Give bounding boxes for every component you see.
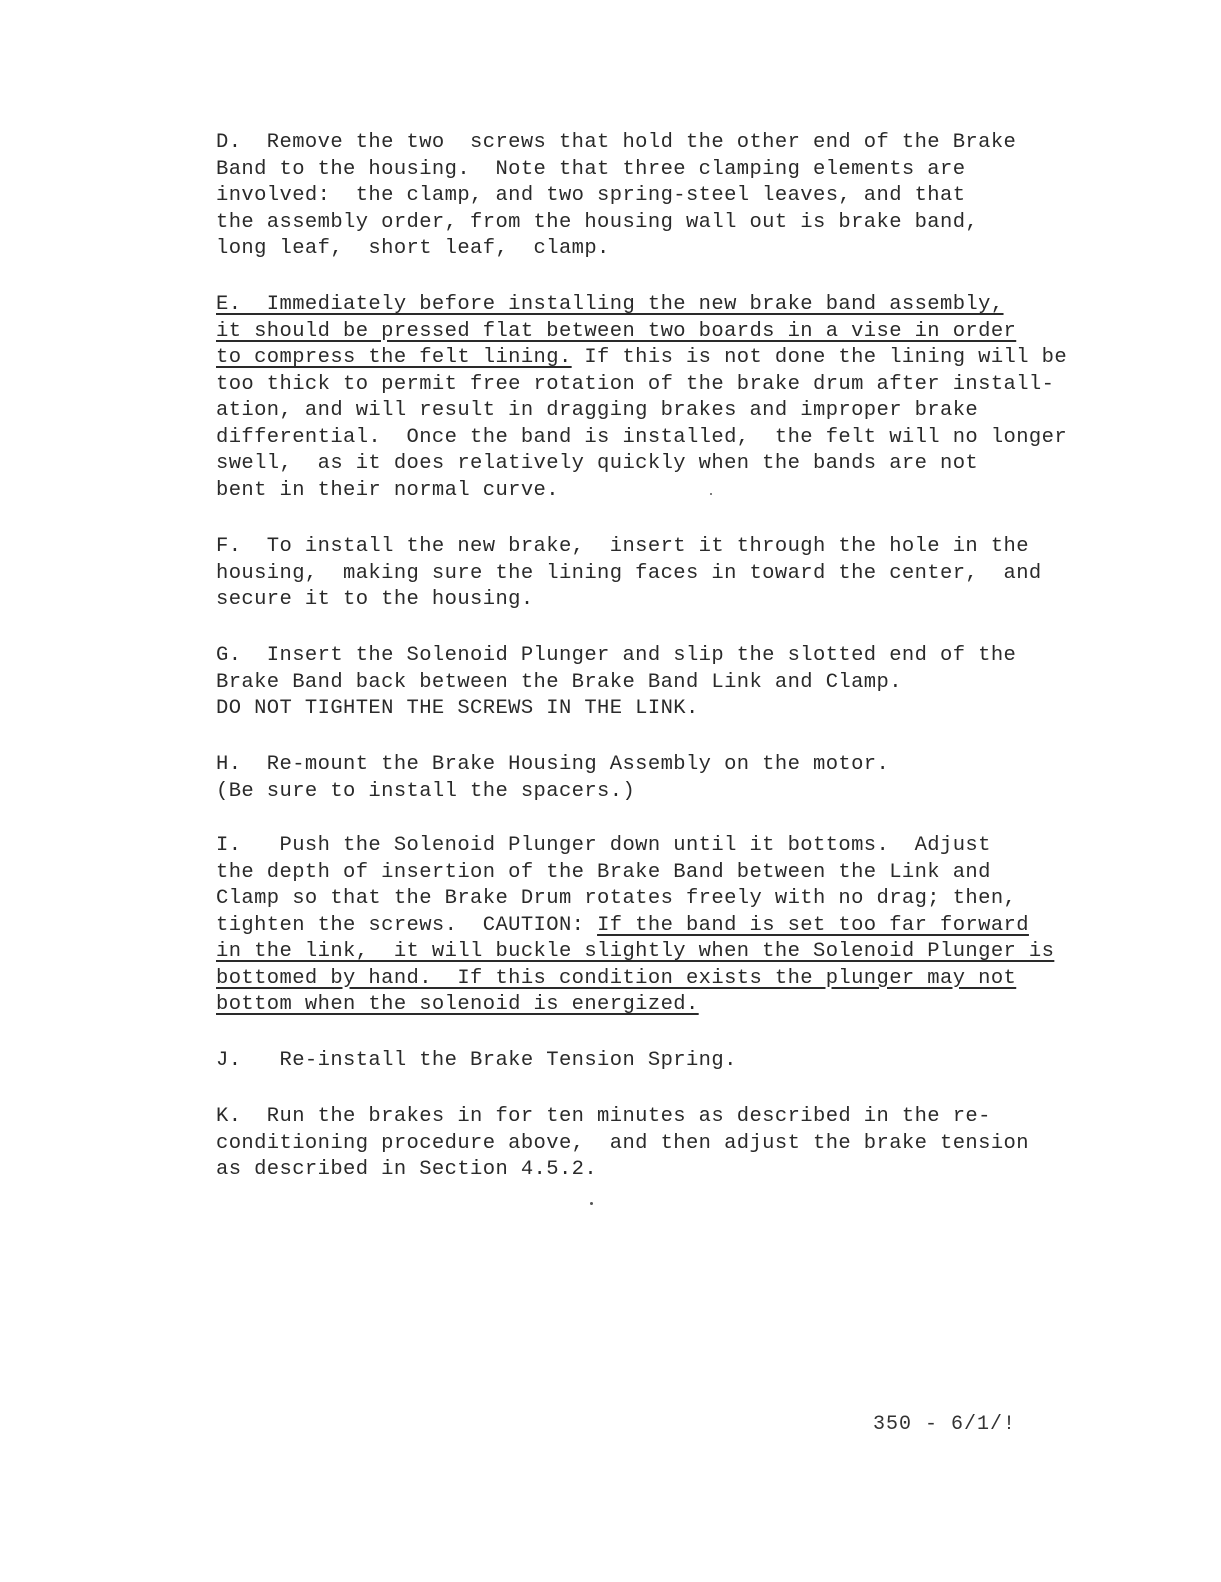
step-i-line: bottom when the solenoid is energized.	[216, 993, 699, 1016]
step-f-line: housing, making sure the lining faces in toward the center, and	[216, 561, 1042, 585]
step-e-line: E. Immediately before installing the new brake band assembly,	[216, 293, 1004, 316]
step-i-line: I. Push the Solenoid Plunger down until it bottoms. Adjust	[216, 834, 991, 857]
step-d	[216, 130, 1017, 263]
step-g	[216, 643, 1017, 723]
step-d-line: long leaf, short leaf, clamp.	[216, 237, 610, 260]
step-g-line: G. Insert the Solenoid Plunger and slip the slotted end of the	[216, 644, 1017, 667]
step-d-line: D. Remove the two screws that hold the other end of the Brake	[216, 131, 1017, 154]
step-d-line: Band to the housing. Note that three clamping elements are	[216, 157, 966, 181]
step-g-line: DO NOT TIGHTEN THE SCREWS IN THE LINK.	[216, 697, 699, 720]
step-e-line: ation, and will result in dragging brakes and improper brake	[216, 399, 979, 422]
step-h	[216, 752, 1006, 805]
step-f-line: secure it to the housing.	[216, 588, 534, 611]
step-e-line: swell, as it does relatively quickly when the bands are not	[216, 452, 979, 475]
step-e-line: too thick to permit free rotation of the brake drum after install-	[216, 372, 1055, 396]
step-j-line: J. Re-install the Brake Tension Spring.	[216, 1049, 737, 1072]
step-f-line: F. To install the new brake, insert it through the hole in the	[216, 535, 1029, 558]
step-e	[216, 292, 1068, 504]
step-e-line: If this is not done the lining will be	[571, 346, 1068, 369]
step-e-line: bent in their normal curve.	[216, 478, 559, 502]
scan-speck	[710, 493, 712, 495]
step-g-line: Brake Band back between the Brake Band Link and Clamp.	[216, 670, 902, 694]
step-d-line: the assembly order, from the housing wall out is brake band,	[216, 210, 979, 234]
step-h-line: H. Re-mount the Brake Housing Assembly on the motor.	[216, 753, 890, 776]
step-j	[216, 1048, 1006, 1075]
step-i-line: the depth of insertion of the Brake Band between the Link and	[216, 860, 991, 884]
step-e-line: it should be pressed flat between two boards in a vise in order	[216, 319, 1017, 343]
step-e-line: to compress the felt lining.	[216, 346, 572, 369]
step-h-line: (Be sure to install the spacers.)	[216, 779, 636, 803]
step-k-line: as described in Section 4.5.2.	[216, 1158, 598, 1181]
step-i-line: bottomed by hand. If this condition exists the plunger may not	[216, 966, 1017, 990]
step-e-line: differential. Once the band is installed, the felt will no longer	[216, 425, 1068, 449]
page-reference: 350 - 6/1/!	[873, 1413, 1017, 1436]
step-i-line: in the link, it will buckle slightly when the Solenoid Plunger is	[216, 940, 1055, 963]
step-k-line: K. Run the brakes in for ten minutes as described in the re-	[216, 1105, 991, 1128]
step-i-line: If the band is set too far forward	[597, 913, 1029, 937]
scan-speck	[590, 1202, 593, 1205]
step-i	[216, 833, 1055, 1019]
step-k-line: conditioning procedure above, and then adjust the brake tension	[216, 1131, 1029, 1155]
step-f	[216, 534, 1042, 614]
step-i-line: tighten the screws. CAUTION:	[216, 913, 585, 937]
step-i-line: Clamp so that the Brake Drum rotates freely with no drag; then,	[216, 887, 1017, 910]
step-d-line: involved: the clamp, and two spring-steel leaves, and that	[216, 184, 966, 207]
step-k	[216, 1104, 1029, 1184]
